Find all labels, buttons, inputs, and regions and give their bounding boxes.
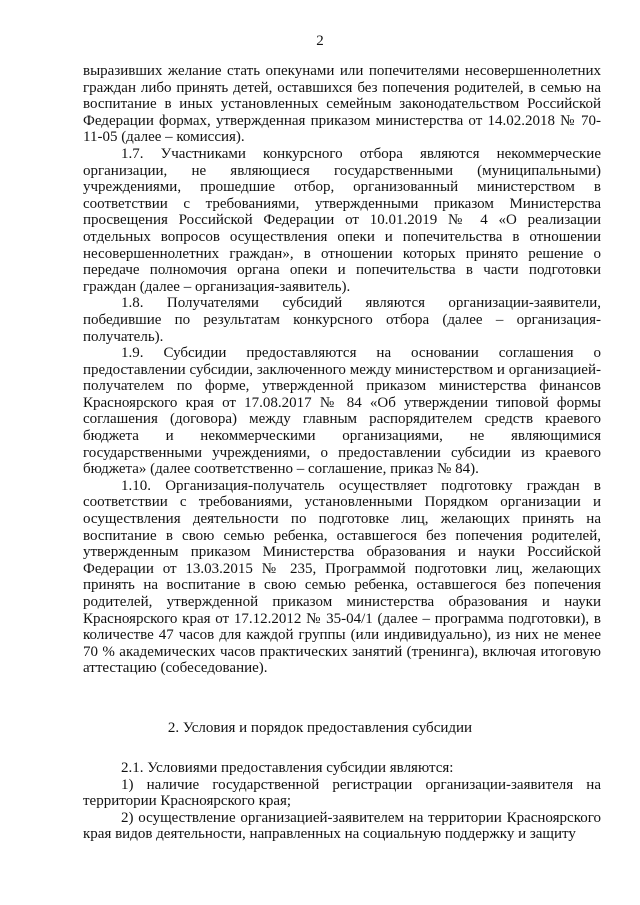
paragraph-1-8: 1.8. Получателями субсидий являются организации-заявители, победившие по результатам конкурсного отбора (далее – организация-получатель). — [83, 295, 601, 345]
paragraph-2-1-item-2: 2) осуществление организацией-заявителем на территории Красноярского края видов деятельности, направленных на социальную поддержку и защиту — [83, 809, 601, 843]
paragraph-2-1: 2.1. Условиями предоставления субсидии являются: — [121, 760, 454, 776]
paragraph-1-7: 1.7. Участниками конкурсного отбора являются некоммерческие организации, не являющиеся государственными (муниципальными) учреждениями, прошедшие отбор, организованный министерством в соответствии с требованиями, утвержденными приказом Министерства просвещения Российской Федерации от 10.01.2019 № 4 «О реализации отдельных вопросов осуществления опеки и попечительства в отношении несовершеннолетних граждан», в отношении которых принято решение о передаче полномочия органа опеки и попечительства в части подготовки граждан (далее – организация-заявитель). — [83, 145, 601, 295]
paragraph-1-10: 1.10. Организация-получатель осуществляет подготовку граждан в соответствии с требованиями, установленными Порядком организации и осуществления деятельности по подготовке лиц, желающих принять на воспитание в свою семью ребенка, оставшегося без попечения родителей, утвержденным приказом Министерства образования и науки Российской Федерации от 13.03.2015 № 235, Программой подготовки лиц, желающих принять на воспитание в свою семью ребенка, оставшегося без попечения родителей, утвержденной приказом министерства образования и науки Красноярского края от 17.12.2012 № 35-04/1 (далее – программа подготовки), в количестве 47 часов для каждой группы (или индивидуально), из них не менее 70 % академических часов практических занятий (тренинга), включая итоговую аттестацию (собеседование). — [83, 477, 601, 677]
paragraph-1-9: 1.9. Субсидии предоставляются на основании соглашения о предоставлении субсидии, заключенного между министерством и организацией-получателем по форме, утвержденной приказом министерства финансов Красноярского края от 17.08.2017 № 84 «Об утверждении типовой формы соглашения (договора) между главным распорядителем средств краевого бюджета и некоммерческими организациями, не являющимися государственными учреждениями, о предоставлении субсидии из краевого бюджета» (далее соответственно – соглашение, приказ № 84). — [83, 345, 601, 478]
section-heading: 2. Условия и порядок предоставления субсидии — [167, 720, 473, 736]
document-body-section-2 — [83, 760, 601, 843]
paragraph-continuation: выразивших желание стать опекунами или попечителями несовершеннолетних граждан либо принять детей, оставшихся без попечения родителей, в семью на воспитание в иных установленных семейным законодательством Российской Федерации формах, утвержденная приказом министерства от 14.02.2018 № 70-11-05 (далее – комиссия). — [83, 63, 601, 146]
paragraph-2-1-item-1: 1) наличие государственной регистрации организации-заявителя на территории Красноярского края; — [83, 776, 601, 810]
page-number: 2 — [316, 33, 324, 49]
document-body — [83, 63, 601, 677]
